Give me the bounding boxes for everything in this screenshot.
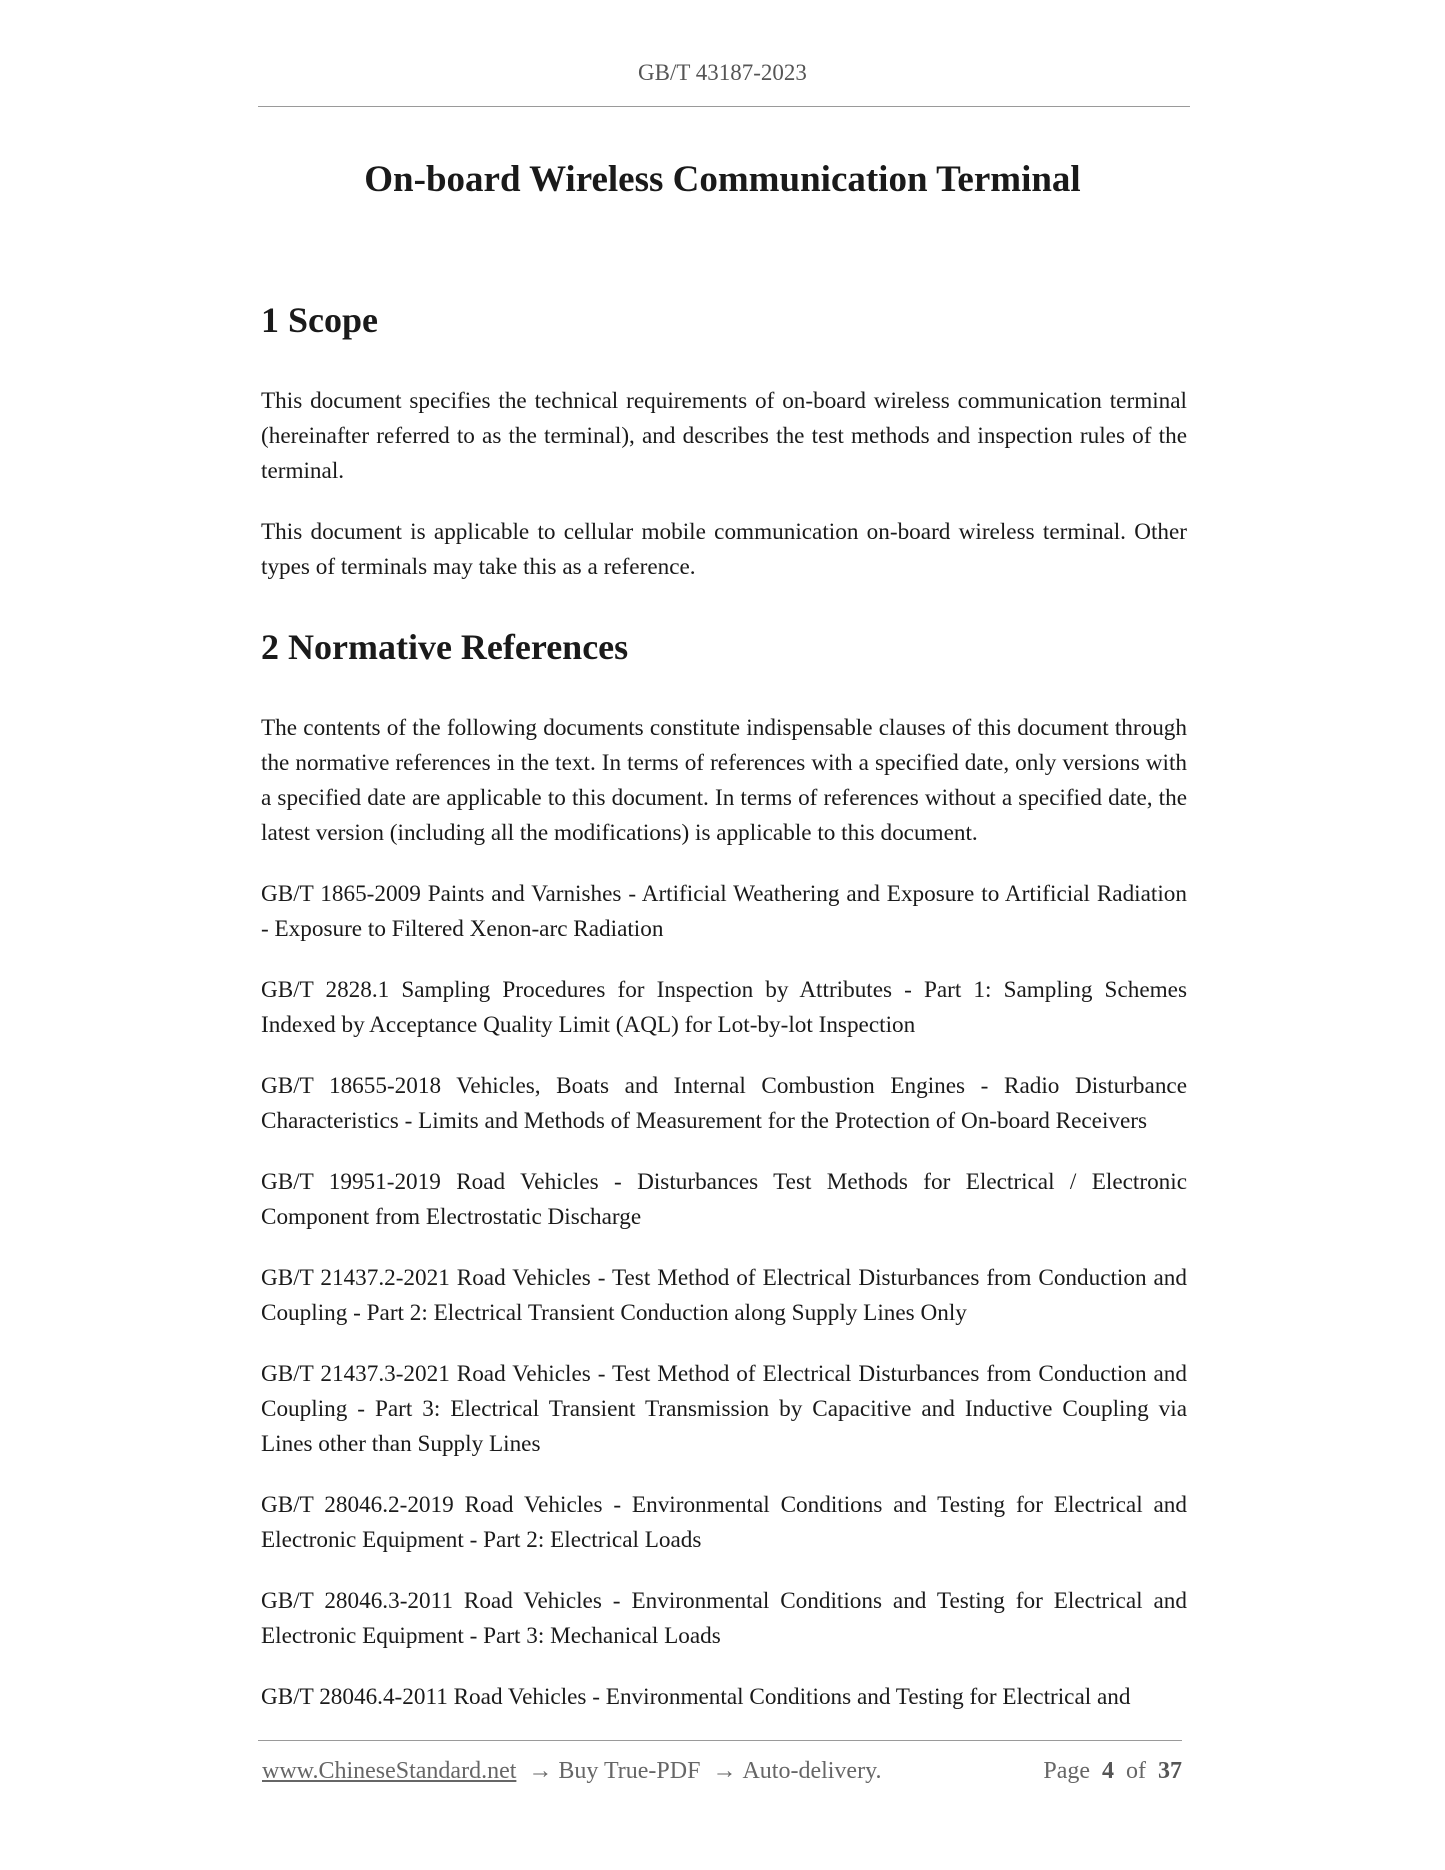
document-body — [261, 296, 1187, 1741]
reference-entry: GB/T 21437.2-2021 Road Vehicles - Test Method of Electrical Disturbances from Conduction and Coupling - Part 2: Electrical Transient Conduction along Supply Lines Only — [261, 1265, 1187, 1326]
page-of-label: of — [1126, 1758, 1146, 1784]
standard-code-header: GB/T 43187-2023 — [638, 60, 807, 85]
section-scope — [261, 296, 1187, 585]
page-current: 4 — [1102, 1758, 1114, 1784]
footer-divider — [258, 1740, 1182, 1741]
reference-entry: GB/T 28046.3-2011 Road Vehicles - Environmental Conditions and Testing for Electrical and Electronic Equipment - Part 3: Mechanical Loads — [261, 1588, 1187, 1649]
section-normative-references — [261, 623, 1187, 1715]
reference-entry: GB/T 21437.3-2021 Road Vehicles - Test Method of Electrical Disturbances from Conduction and Coupling - Part 3: Electrical Transient Transmission by Capacitive and Inductive Coupling via Lines other than Supply Lines — [261, 1361, 1187, 1457]
delivery-text: Auto-delivery. — [742, 1758, 882, 1784]
reference-entry: GB/T 19951-2019 Road Vehicles - Disturbances Test Methods for Electrical / Electronic Component from Electrostatic Discharge — [261, 1169, 1187, 1230]
document-title: On-board Wireless Communication Terminal — [364, 159, 1081, 200]
arrow-right-icon: → — [528, 1758, 553, 1784]
page-label: Page — [1043, 1758, 1090, 1784]
arrow-right-icon: → — [712, 1758, 737, 1784]
section-heading: 2 Normative References — [261, 627, 629, 667]
buy-text: Buy True-PDF — [558, 1758, 701, 1784]
reference-entry: GB/T 2828.1 Sampling Procedures for Inspection by Attributes - Part 1: Sampling Schemes Indexed by Acceptance Quality Limit (AQL) for Lot-by-lot Inspection — [261, 977, 1187, 1038]
reference-entry: GB/T 28046.4-2011 Road Vehicles - Environmental Conditions and Testing for Electrical and — [261, 1684, 1131, 1710]
page-footer — [262, 1758, 1182, 1790]
page-indicator — [1043, 1758, 1182, 1785]
reference-entry: GB/T 28046.2-2019 Road Vehicles - Environmental Conditions and Testing for Electrical and Electronic Equipment - Part 2: Electrical Loads — [261, 1492, 1187, 1553]
paragraph: This document specifies the technical requirements of on-board wireless communication terminal (hereinafter referred to as the terminal), and describes the test methods and inspection rules of the terminal. — [261, 388, 1187, 484]
paragraph: The contents of the following documents constitute indispensable clauses of this document through the normative references in the text. In terms of references with a specified date, only versions with a specified date are applicable to this document. In terms of references without a specified date, the latest version (including all the modifications) is applicable to this document. — [261, 715, 1187, 846]
footer-promo — [262, 1758, 882, 1785]
header-divider — [258, 106, 1190, 107]
page-total: 37 — [1158, 1758, 1182, 1784]
site-link[interactable]: www.ChineseStandard.net — [262, 1758, 517, 1784]
reference-entry: GB/T 18655-2018 Vehicles, Boats and Internal Combustion Engines - Radio Disturbance Characteristics - Limits and Methods of Measurement for the Protection of On-board Receivers — [261, 1073, 1187, 1134]
reference-entry: GB/T 1865-2009 Paints and Varnishes - Artificial Weathering and Exposure to Artificial Radiation - Exposure to Filtered Xenon-arc Radiation — [261, 881, 1187, 942]
section-heading: 1 Scope — [261, 300, 378, 340]
paragraph: This document is applicable to cellular mobile communication on-board wireless terminal. Other types of terminals may take this as a reference. — [261, 519, 1187, 580]
